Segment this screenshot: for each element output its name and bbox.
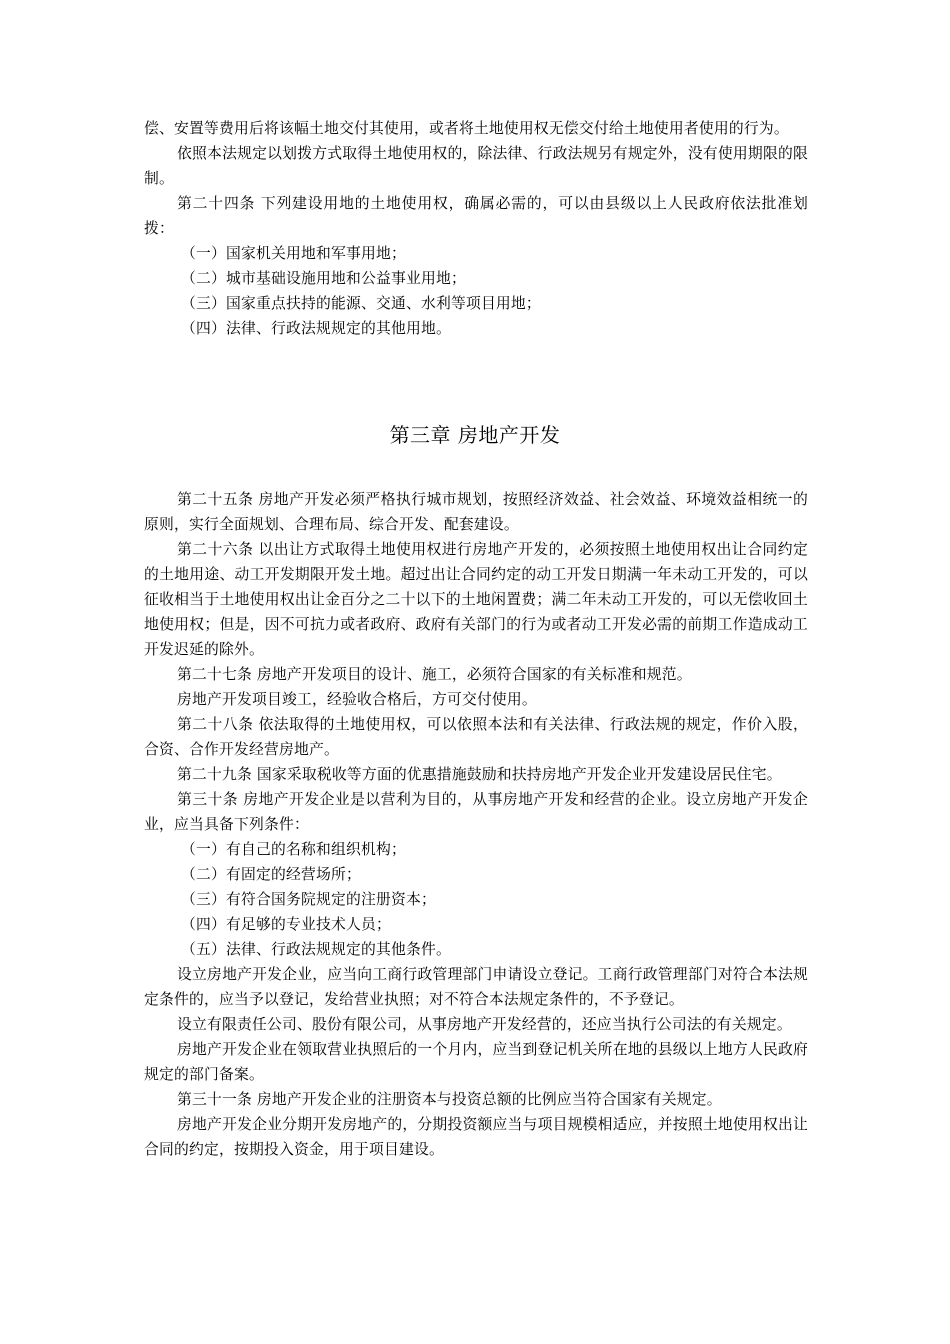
list-item: （一）国家机关用地和军事用地；	[181, 245, 406, 262]
section-top	[144, 116, 808, 341]
article-30: 第三十条 房地产开发企业是以营利为目的，从事房地产开发和经营的企业。设立房地产开发企业，应当具备下列条件：	[144, 791, 808, 833]
list-item: （三）有符合国务院规定的注册资本；	[181, 891, 436, 908]
paragraph-continuation: 偿、安置等费用后将该幅土地交付其使用，或者将土地使用权无偿交付给土地使用者使用的行为。	[144, 120, 789, 137]
list-item: （二）有固定的经营场所；	[181, 866, 361, 883]
list-item: （四）法律、行政法规规定的其他用地。	[181, 320, 451, 337]
list-item: （四）有足够的专业技术人员；	[181, 916, 391, 933]
article-28: 第二十八条 依法取得的土地使用权，可以依照本法和有关法律、行政法规的规定，作价入股，合资、合作开发经营房地产。	[144, 716, 808, 758]
list-item: （三）国家重点扶持的能源、交通、水利等项目用地；	[181, 295, 541, 312]
article-26: 第二十六条 以出让方式取得土地使用权进行房地产开发的，必须按照土地使用权出让合同约定的土地用途、动工开发期限开发土地。超过出让合同约定的动工开发日期满一年未动工开发的，可以征收相当于土地使用权出让金百分之二十以下的土地闲置费；满二年未动工开发的，可以无偿收回土地使用权；但是，因不可抗力或者政府、政府有关部门的行为或者动工开发必需的前期工作造成动工开发迟延的除外。	[144, 541, 808, 658]
list-item: （五）法律、行政法规规定的其他条件。	[181, 941, 451, 958]
paragraph-body: 房地产开发企业分期开发房地产的，分期投资额应当与项目规模相适应，并按照土地使用权出让合同的约定，按期投入资金，用于项目建设。	[144, 1116, 808, 1158]
paragraph-body: 房地产开发项目竣工，经验收合格后，方可交付使用。	[177, 691, 537, 708]
article-29: 第二十九条 国家采取税收等方面的优惠措施鼓励和扶持房地产开发企业开发建设居民住宅。	[177, 766, 782, 783]
paragraph-body: 依照本法规定以划拨方式取得土地使用权的，除法律、行政法规另有规定外，没有使用期限的限制。	[144, 145, 808, 187]
paragraph-body: 房地产开发企业在领取营业执照后的一个月内，应当到登记机关所在地的县级以上地方人民政府规定的部门备案。	[144, 1041, 808, 1083]
paragraph-body: 设立有限责任公司、股份有限公司，从事房地产开发经营的，还应当执行公司法的有关规定。	[177, 1016, 792, 1033]
section-main	[144, 487, 808, 1162]
article-24: 第二十四条 下列建设用地的土地使用权，确属必需的，可以由县级以上人民政府依法批准划拨：	[144, 195, 808, 237]
article-27: 第二十七条 房地产开发项目的设计、施工，必须符合国家的有关标准和规范。	[177, 666, 692, 683]
article-25: 第二十五条 房地产开发必须严格执行城市规划，按照经济效益、社会效益、环境效益相统一的原则，实行全面规划、合理布局、综合开发、配套建设。	[144, 491, 808, 533]
paragraph-body: 设立房地产开发企业，应当向工商行政管理部门申请设立登记。工商行政管理部门对符合本法规定条件的，应当予以登记，发给营业执照；对不符合本法规定条件的，不予登记。	[144, 966, 808, 1008]
list-item: （一）有自己的名称和组织机构；	[181, 841, 406, 858]
list-item: （二）城市基础设施用地和公益事业用地；	[181, 270, 466, 287]
article-31: 第三十一条 房地产开发企业的注册资本与投资总额的比例应当符合国家有关规定。	[177, 1091, 722, 1108]
chapter-title: 第三章 房地产开发	[389, 423, 561, 447]
